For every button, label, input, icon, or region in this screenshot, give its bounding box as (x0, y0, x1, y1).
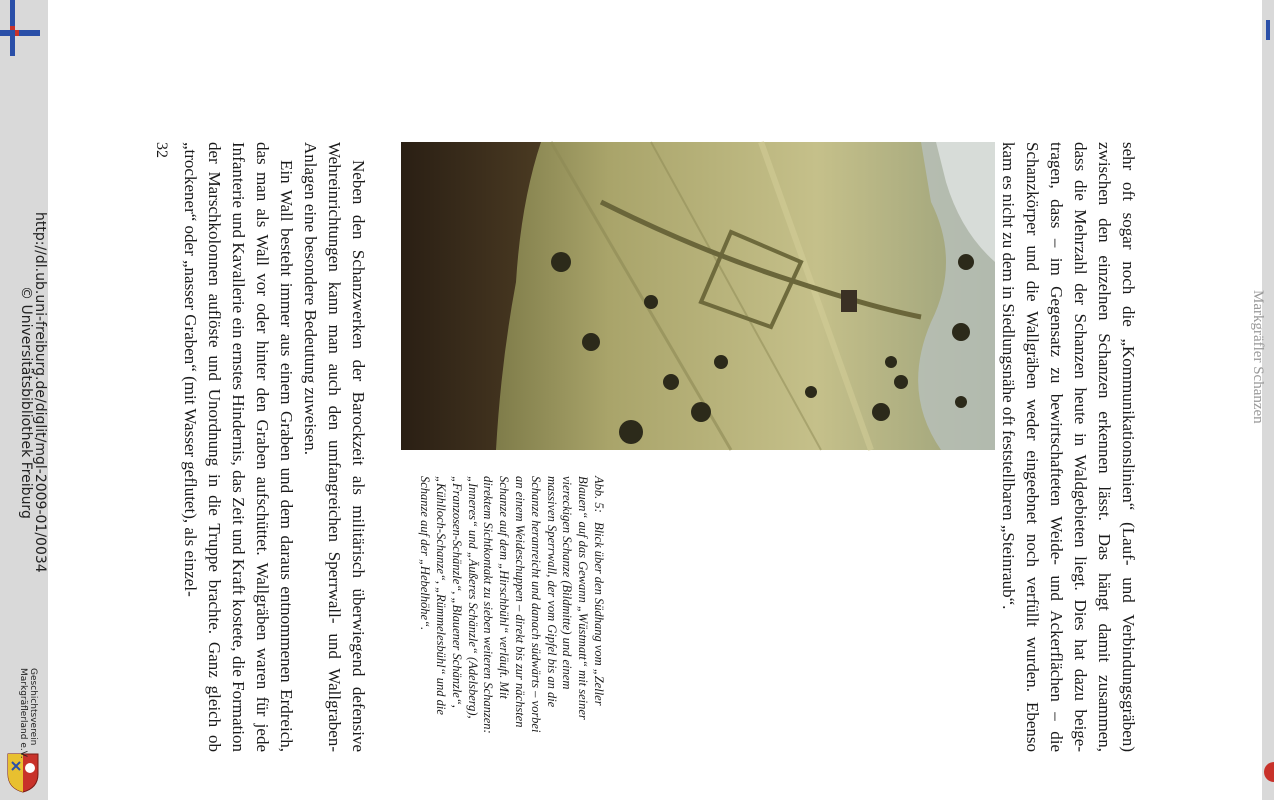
aerial-photograph (401, 142, 995, 450)
top-paragraph-line-5: Schanzkörper und die Wallgräben weder eingeebnet noch verfüllt wurden. Ebenso (1023, 142, 1042, 752)
crop-mark-icon (0, 0, 48, 60)
top-paragraph-line-2: zwischen den einzelnen Schanzen erkennen lässt. Das hängt damit zusammen, (1095, 142, 1114, 752)
top-paragraph-line-3: dass die Mehrzahl der Schanzen heute in Waldgebieten liegt. Dies hat dazu beige- (1071, 142, 1090, 752)
paragraph-1: Neben den Schanzwerken der Barockzeit als militärisch überwiegend defensive Wehreinrichtungen kann man auch den umfangreichen Sperrwall- und Wallgraben-Anlagen eine besondere Bedeutung zuweisen. (301, 142, 368, 752)
running-head: Markgräfler Schanzen (1250, 290, 1266, 424)
crest-fragment-icon (1262, 758, 1274, 788)
crop-mark-icon (1262, 20, 1274, 60)
figure-caption-text: Blick über den Südhang vom „Zeller Blauen“ auf das Gewann „Wüstmatt“ mit seiner viereckigen Schanze (Bildmitte) und einem massiven Sperrwall, der vom Gipfel bis an die Schanze heranreicht und danach südwärts – vorbei an einem Weideschuppen – direkt bis zur nächsten Schanze auf dem „Hirschbühl“ verläuft. Mit direktem Sichtkontakt zu sieben weiteren Schanzen: „Inneres“ und „Äußeres Schänzle“ (Adelsberg), „Franzosen-Schänzle“, „Blauener Schänzle“, „Kühlloch-Schanze“, „Rümmelesbühl“ und die Schanze auf der „Hebelhöhe“. (418, 476, 606, 734)
society-name: Geschichtsverein Markgräflerland e.V. (18, 668, 38, 759)
copyright-notice: © Universitätsbibliothek Freiburg (18, 286, 34, 519)
top-paragraph (996, 142, 1140, 752)
document-page (18, 0, 1266, 800)
top-paragraph-line-1: sehr oft sogar noch die „Kommunikationslinien“ (Lauf- und Verbindungsgräben) (1119, 142, 1138, 752)
top-paragraph-line-4: tragen, dass – im Gegensatz zu bewirtschafteten Weide- und Ackerflächen – die (1047, 142, 1066, 752)
paragraph-2: Ein Wall besteht immer aus einem Graben und dem daraus entnommenen Erdreich, das man als Wall vor oder hinter den Graben aufschüttet. Wallgräben waren für jede Infanterie und Kavallerie ein ernstes Hindernis, das Zeit und Kraft kostete, die Formation der Marschkolonnen auflöste und Unordnung in die Truppe brachte. Ganz gleich ob „trockener“ oder „nasser Graben“ (mit Wasser geflutet), als einzel- (181, 142, 296, 752)
top-paragraph-line-6: kam es nicht zu dem in Siedlungsnähe oft feststellbaren „Steinraub“. (999, 142, 1018, 610)
source-url: http://dl.ub.uni-freiburg.de/diglit/mgl-2009-01/0034 (32, 212, 48, 573)
figure-caption (416, 476, 606, 738)
aerial-photo-image (401, 142, 995, 450)
lower-body-text (178, 142, 370, 752)
page-number: 32 (153, 142, 170, 158)
figure-label: Abb. 5: (592, 476, 606, 513)
